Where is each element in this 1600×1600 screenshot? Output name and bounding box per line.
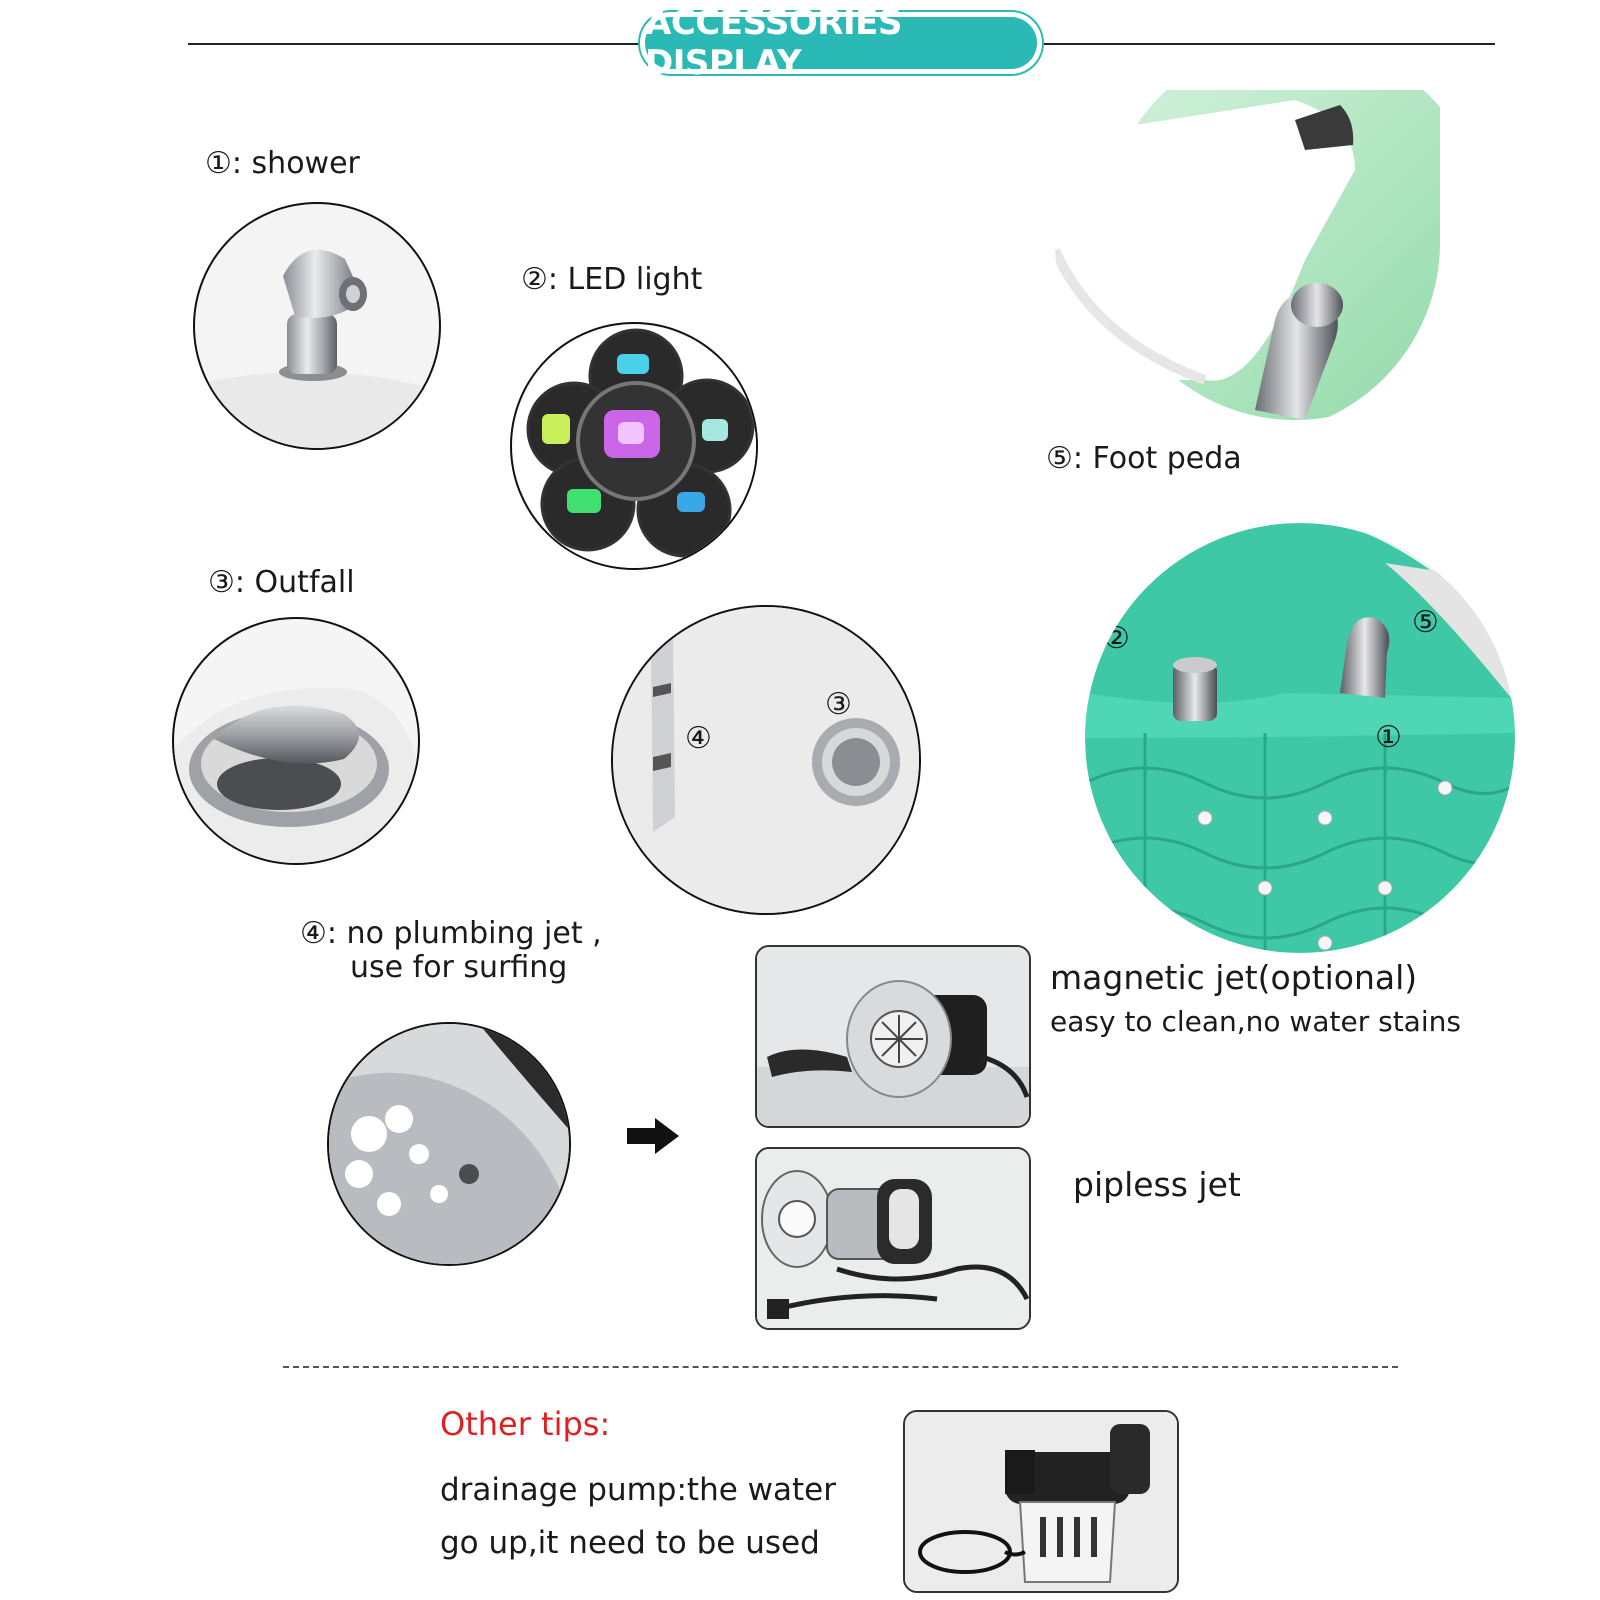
callout-2: ②	[1103, 621, 1130, 656]
tips-line1: drainage pump:the water	[440, 1472, 836, 1508]
jet-closeup-image	[611, 605, 921, 915]
surfing-water-illustration	[329, 1024, 571, 1266]
section-divider	[283, 1366, 1398, 1368]
callout-1: ①	[1375, 720, 1402, 755]
drainage-pump-image	[903, 1410, 1179, 1593]
foot-label-text: : Foot peda	[1072, 441, 1242, 476]
outfall-label	[208, 565, 355, 600]
shower-label-text: : shower	[231, 146, 360, 181]
tub-overview-illustration	[1085, 523, 1515, 953]
tips-line2: go up,it need to be used	[440, 1525, 820, 1561]
pipless-jet-title: pipless jet	[1073, 1165, 1241, 1204]
jet-note-line1: : no plumbing jet ,	[326, 916, 602, 951]
magnetic-jet-image	[755, 945, 1031, 1128]
shower-number: ①	[205, 146, 232, 181]
drainage-pump-illustration	[905, 1412, 1179, 1593]
outfall-label-text: : Outfall	[234, 565, 355, 600]
shower-image	[193, 202, 441, 450]
led-label-text: : LED light	[547, 262, 703, 297]
magnetic-jet-illustration	[757, 947, 1031, 1128]
led-image	[510, 322, 758, 570]
jet-note-line2: use for surfing	[350, 950, 568, 985]
page-title	[640, 3, 1042, 83]
magnetic-jet-title: magnetic jet(optional)	[1050, 958, 1418, 997]
tips-title: Other tips:	[440, 1405, 611, 1443]
shower-illustration	[195, 204, 441, 450]
callout-4: ④	[685, 721, 712, 756]
jet-note-label	[300, 918, 602, 950]
pipless-jet-image	[755, 1147, 1031, 1330]
foot-pedal-image	[1055, 90, 1440, 435]
surfing-water-image	[327, 1022, 571, 1266]
led-illustration	[512, 324, 758, 570]
outfall-number: ③	[208, 565, 235, 600]
foot-pedal-illustration	[1055, 90, 1440, 435]
jet-note-number: ④	[300, 916, 327, 951]
outfall-image	[172, 617, 420, 865]
arrow-right-icon	[627, 1118, 679, 1154]
tub-overview-image	[1085, 523, 1515, 953]
page-title-text: ACCESSORIES DISPLAY	[645, 3, 902, 83]
callout-5: ⑤	[1412, 605, 1439, 640]
led-label	[521, 262, 702, 297]
jet-closeup-illustration	[613, 607, 921, 915]
callout-3: ③	[825, 687, 852, 722]
magnetic-jet-subtitle: easy to clean,no water stains	[1050, 1005, 1461, 1038]
foot-label	[1046, 441, 1242, 476]
header-rule-left	[188, 43, 643, 45]
outfall-illustration	[174, 619, 420, 865]
jet-note-line2-wrap	[350, 950, 567, 985]
led-number: ②	[521, 262, 548, 297]
foot-number: ⑤	[1046, 441, 1073, 476]
shower-label	[205, 146, 360, 181]
header-rule-right	[1040, 43, 1495, 45]
pipless-jet-illustration	[757, 1149, 1031, 1330]
